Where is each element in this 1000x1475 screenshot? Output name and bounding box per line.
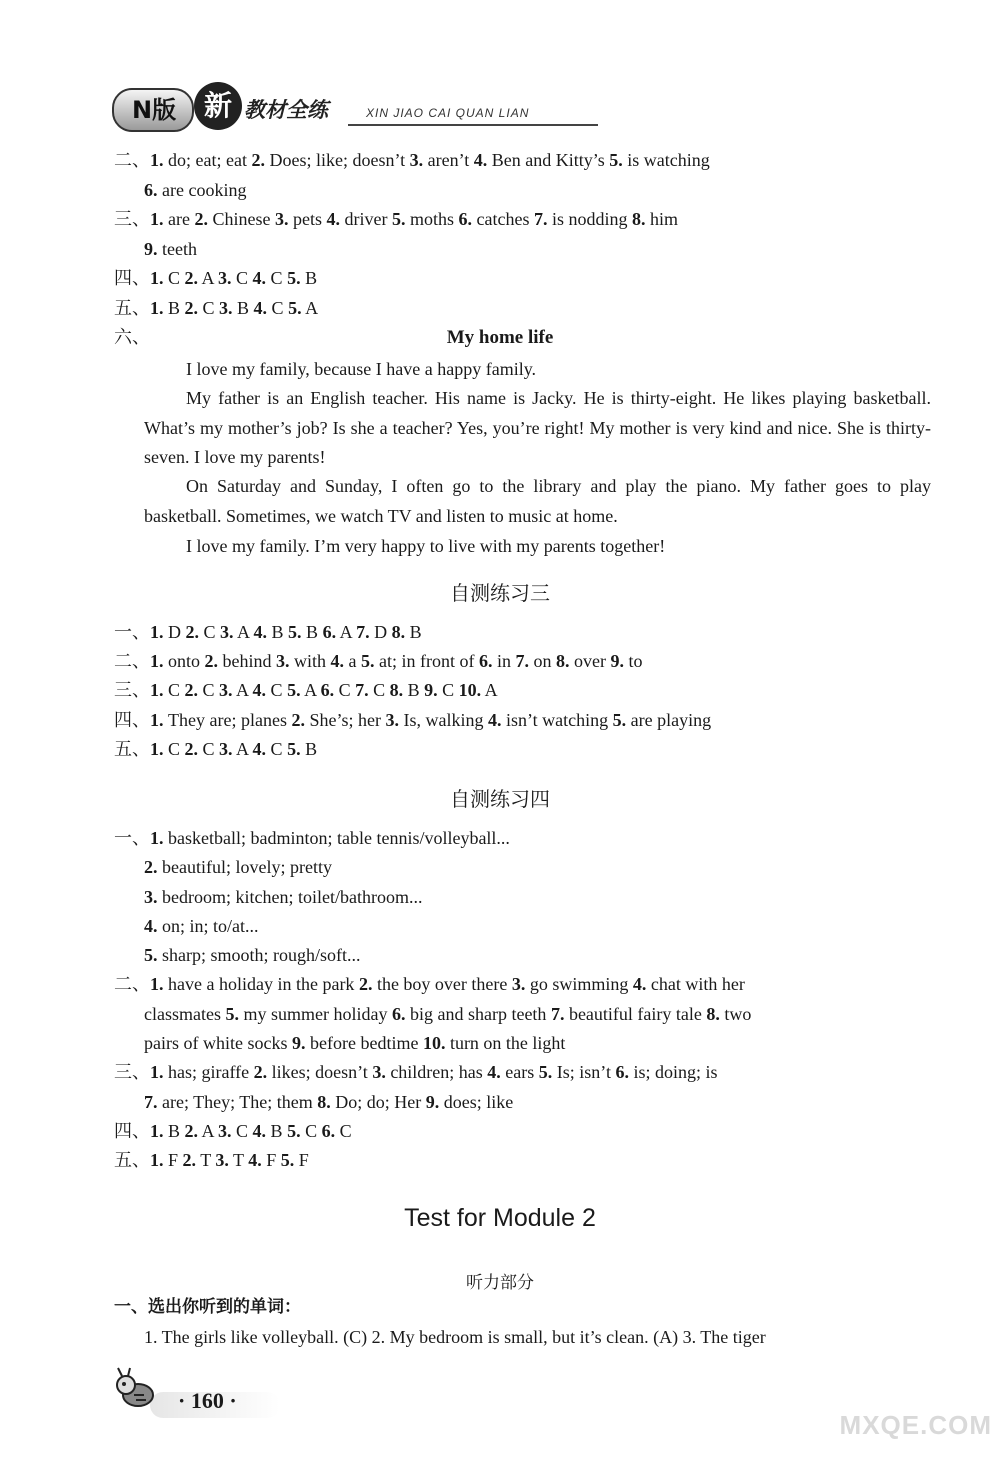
sec4-answer-line: pairs of white socks 9. before bedtime 10. turn on the light <box>144 1033 566 1053</box>
page-number: · 160 · <box>178 1388 237 1413</box>
answer-line: 9. teeth <box>144 239 197 259</box>
edition-badge: N版 <box>112 88 194 132</box>
essay-paragraph: My father is an English teacher. His name is Jacky. He is thirty-eight. He likes playing basketball. What’s my mother’s job? Is she a teacher? Yes, you’re right! My mother is very kind and nice. She is thirty-seven. I love my parents! <box>144 388 931 467</box>
sec4-answer-line: 7. are; They; The; them 8. Do; do; Her 9. does; like <box>144 1092 514 1112</box>
essay-title: My home life <box>446 327 554 348</box>
sec3-answer-line: 二、1. onto 2. behind 3. with 4. a 5. at; in front of 6. in 7. on 8. over 9. to <box>114 651 643 671</box>
test-subtitle: 听力部分 <box>466 1273 534 1293</box>
book-series-title: 教材全练 <box>244 98 328 122</box>
xin-logo: 新 <box>194 82 242 130</box>
essay-paragraph: I love my family, because I have a happy family. <box>186 359 537 379</box>
sec4-answer-line: 二、1. have a holiday in the park 2. the boy over there 3. go swimming 4. chat with her <box>114 974 745 994</box>
answer-line: 三、1. are 2. Chinese 3. pets 4. driver 5. moths 6. catches 7. is nodding 8. him <box>114 209 678 229</box>
sec4-answer-line: 四、1. B 2. A 3. C 4. B 5. C 6. C <box>114 1121 352 1141</box>
book-header <box>108 88 598 134</box>
answer-line: 二、1. do; eat; eat 2. Does; like; doesn’t 3. aren’t 4. Ben and Kitty’s 5. is watching <box>114 150 710 170</box>
sec3-answer-line: 四、1. They are; planes 2. She’s; her 3. Is, walking 4. isn’t watching 5. are playing <box>114 710 712 730</box>
sec4-answer-line: 3. bedroom; kitchen; toilet/bathroom... <box>144 887 423 907</box>
question-line: 1. The girls like volleyball. (C) 2. My bedroom is small, but it’s clean. (A) 3. The tiger <box>144 1327 766 1347</box>
watermark: MXQE.COM <box>839 1410 992 1440</box>
section-title-3: 自测练习三 <box>450 581 550 605</box>
sec3-answer-line: 一、1. D 2. C 3. A 4. B 5. B 6. A 7. D 8. B <box>114 622 422 642</box>
sec4-answer-line: 三、1. has; giraffe 2. likes; doesn’t 3. children; has 4. ears 5. Is; isn’t 6. is; doing; is <box>114 1062 718 1082</box>
book-series-pinyin: XIN JIAO CAI QUAN LIAN <box>366 106 530 120</box>
sec4-answer-line: classmates 5. my summer holiday 6. big and sharp teeth 7. beautiful fairy tale 8. two <box>144 1004 752 1024</box>
sec3-answer-line: 五、1. C 2. C 3. A 4. C 5. B <box>114 739 318 759</box>
header-rule <box>348 124 598 126</box>
answer-line: 6. are cooking <box>144 180 247 200</box>
sec3-answer-line: 三、1. C 2. C 3. A 4. C 5. A 6. C 7. C 8. B 9. C 10. A <box>114 680 498 700</box>
sec4-answer-line: 5. sharp; smooth; rough/soft... <box>144 945 361 965</box>
answer-line: 五、1. B 2. C 3. B 4. C 5. A <box>114 298 319 318</box>
sec4-answer-line: 五、1. F 2. T 3. T 4. F 5. F <box>114 1150 309 1170</box>
answer-line: 六、 <box>114 327 150 347</box>
essay-paragraph: I love my family. I’m very happy to live with my parents together! <box>186 536 666 556</box>
essay-paragraph: On Saturday and Sunday, I often go to the library and play the piano. My father goes to play basketball. Sometimes, we watch TV and listen to music at home. <box>144 476 931 526</box>
bee-mascot-icon <box>112 1365 160 1413</box>
sec4-answer-line: 2. beautiful; lovely; pretty <box>144 857 332 877</box>
section-title-4: 自测练习四 <box>450 787 550 811</box>
answer-line: 四、1. C 2. A 3. C 4. C 5. B <box>114 268 318 288</box>
sec4-answer-line: 4. on; in; to/at... <box>144 916 259 936</box>
question-heading: 一、选出你听到的单词： <box>114 1297 301 1317</box>
test-title: Test for Module 2 <box>404 1204 596 1232</box>
sec4-answer-line: 一、1. basketball; badminton; table tennis/volleyball... <box>114 828 510 848</box>
